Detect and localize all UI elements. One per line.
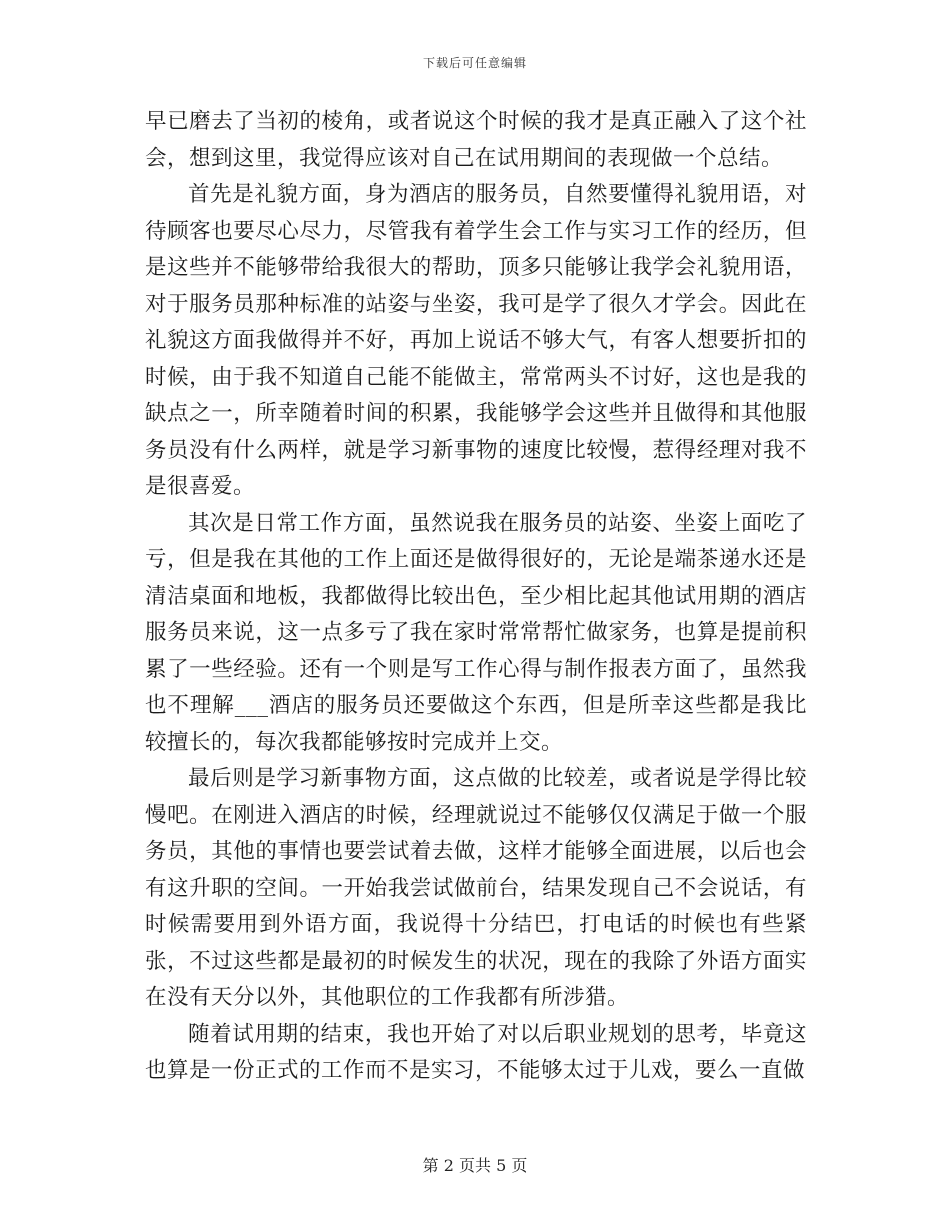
paragraph-daily-work: 其次是日常工作方面，虽然说我在服务员的站姿、坐姿上面吃了亏，但是我在其他的工作上面还是做得很好的，无论是端茶递水还是清洁桌面和地板，我都做得比较出色，至少相比起其他试用期的酒店服务员来说，这一点多亏了我在家时常常帮忙做家务，也算是提前积累了一些经验。还有一个则是写工作心得与制作报表方面了，虽然我也不理解___酒店的服务员还要做这个东西，但是所幸这些都是我比较擅长的，每次我都能够按时完成并上交。 <box>145 510 807 755</box>
paragraph-learning: 最后则是学习新事物方面，这点做的比较差，或者说是学得比较慢吧。在刚进入酒店的时候，经理就说过不能够仅仅满足于做一个服务员，其他的事情也要尝试着去做，这样才能够全面进展，以后也会有这升职的空间。一开始我尝试做前台，结果发现自己不会说话，有时候需要用到外语方面，我说得十分结巴，打电话的时候也有些紧张，不过这些都是最初的时候发生的状况，现在的我除了外语方面实在没有天分以外，其他职位的工作我都有所涉猎。 <box>145 766 807 1010</box>
paragraph-career-planning: 随着试用期的结束，我也开始了对以后职业规划的思考，毕竟这也算是一份正式的工作而不是实习，不能够太过于儿戏，要么一直做 <box>145 1021 807 1083</box>
page-number: 第 2 页共 5 页 <box>422 1156 528 1175</box>
page-header-note: 下载后可任意编辑 <box>422 56 527 70</box>
document-body <box>145 104 807 1090</box>
paragraph-continuation: 早已磨去了当初的棱角，或者说这个时候的我才是真正融入了这个社会，想到这里，我觉得应该对自己在试用期间的表现做一个总结。 <box>145 109 807 171</box>
paragraph-courtesy: 首先是礼貌方面，身为酒店的服务员，自然要懂得礼貌用语，对待顾客也要尽心尽力，尽管我有着学生会工作与实习工作的经历，但是这些并不能够带给我很大的帮助，顶多只能够让我学会礼貌用语，对于服务员那种标准的站姿与坐姿，我可是学了很久才学会。因此在礼貌这方面我做得并不好，再加上说话不够大气，有客人想要折扣的时候，由于我不知道自己能不能做主，常常两头不讨好，这也是我的缺点之一，所幸随着时间的积累，我能够学会这些并且做得和其他服务员没有什么两样，就是学习新事物的速度比较慢，惹得经理对我不是很喜爱。 <box>145 182 807 499</box>
